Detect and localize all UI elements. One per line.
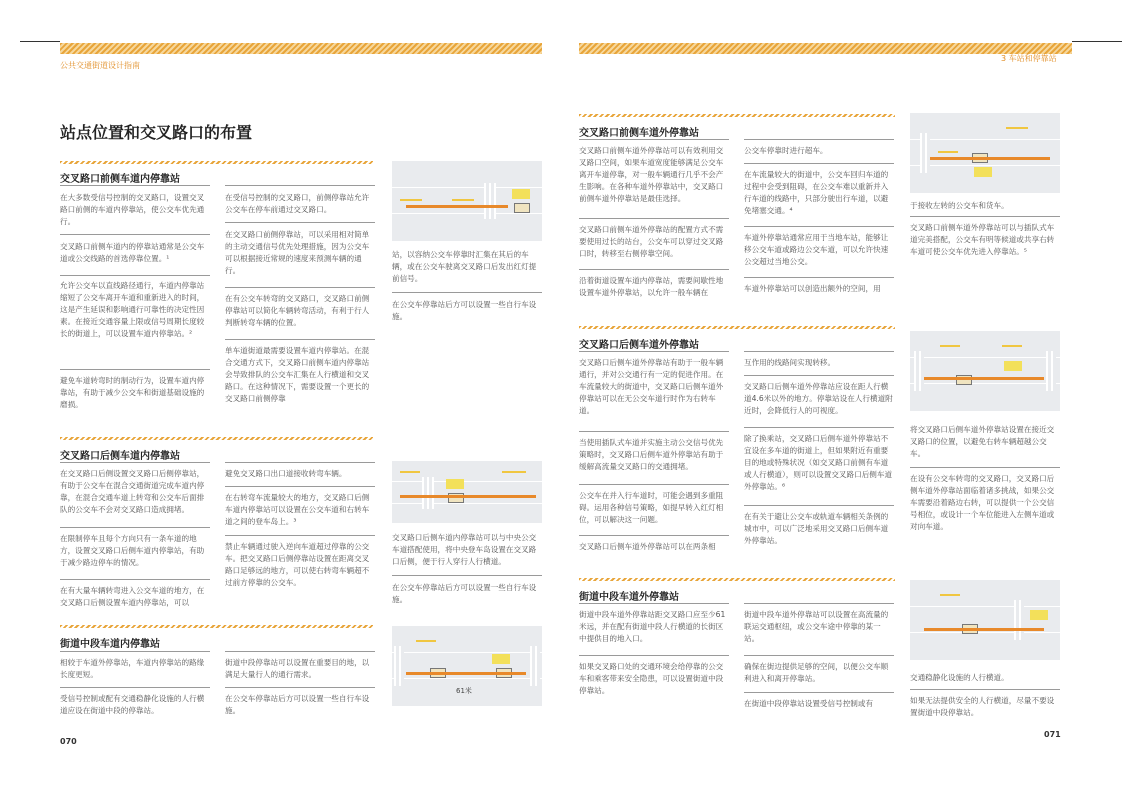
paragraph: 交叉路口后侧车道外停靠站有助于一般车辆通行，并对公交通行有一定的促进作用。在车流量较大的街道中，交叉路口后侧车道外停靠站可以在无公交车道行时作为右转车道。	[579, 358, 724, 415]
paragraph: 在交叉路口后侧设置交叉路口后侧停靠站，有助于公交车在混合交通街道完成车道内停靠，在混合交通车道上转弯和公交车后面排队的公交车不会对交叉路口造成拥堵。	[60, 469, 205, 514]
paragraph-rule	[744, 277, 894, 278]
paragraph: 街道中段车道外停靠站可以设置在高流量的联运交通枢纽，或公交车途中停靠的某一站。	[744, 610, 889, 643]
section-divider	[60, 625, 373, 628]
section-underline	[579, 351, 729, 352]
paragraph: 在交叉路口前侧停靠站，可以采用相对简单的主动交通信号优先处理措施，因为公交车可以根据接近常规的速度来预测车辆的通行。	[225, 230, 370, 275]
page-number: 071	[1044, 730, 1061, 739]
distance-label: 61米	[456, 687, 472, 695]
paragraph: 街道中段车道外停靠站距交叉路口应至少61米远，并在配有街道中段人行横道的长街区中提供目的地入口。	[579, 610, 726, 643]
paragraph: 交叉路口前侧车道内的停靠站通常是公交车道或公交线路的首选停靠位置。¹	[60, 242, 205, 263]
paragraph-rule	[225, 687, 375, 688]
paragraph-rule	[579, 269, 729, 270]
paragraph-rule	[579, 431, 729, 432]
top-rule	[20, 41, 60, 42]
paragraph: 车道外停靠站通常应用于当地车站，能够让移公交车道或路边公交车道，可以允许快速公交超过当地公交。	[744, 233, 889, 266]
paragraph-rule	[744, 505, 894, 506]
paragraph-rule	[60, 687, 210, 688]
header-hatch-band	[60, 43, 542, 54]
paragraph-rule	[225, 486, 375, 487]
section-title: 交叉路口后侧车道内停靠站	[60, 451, 180, 462]
paragraph-rule	[60, 579, 210, 580]
paragraph-rule	[910, 467, 1060, 468]
paragraph: 将交叉路口后侧车道外停靠站设置在接近交叉路口的位置，以避免右转车辆超越公交车。	[910, 425, 1055, 458]
paragraph: 在公交车停靠站后方可以设置一些自行车设施。	[392, 300, 537, 321]
paragraph: 交叉路口前侧车道外停靠站可以有效利用交叉路口空间，如果车道宽度能够满足公交车离开车道停靠，对一般车辆通行几乎不会产生影响。在各种车道外停靠站中，交叉路口前侧车道外停靠站是最佳选择。	[579, 146, 724, 203]
paragraph-rule	[225, 222, 375, 223]
paragraph: 避免车道转弯时的制动行为，设置车道内停靠站，有助于减少公交车和街道基础设施的磨损。	[60, 376, 205, 409]
section-underline	[225, 185, 375, 186]
paragraph-rule	[392, 575, 542, 576]
left-page	[0, 0, 556, 794]
paragraph: 如果交叉路口处的交通环境会给停靠的公交车和乘客带来安全隐患，可以设置街道中段停靠站。	[579, 662, 724, 695]
paragraph-rule	[60, 275, 210, 276]
paragraph-rule	[392, 292, 542, 293]
paragraph: 交通稳静化设施的人行横道。	[910, 673, 1009, 682]
paragraph: 在街道中段停靠站设置受信号控制或有	[744, 699, 874, 708]
paragraph: 交叉路口后侧车道外停靠站可以在两条相	[579, 542, 716, 551]
paragraph: 车道外停靠站可以创造出额外的空间，用	[744, 284, 881, 293]
section-underline	[744, 603, 894, 604]
midblock-offlane-stop-diagram	[910, 580, 1060, 660]
section-underline	[225, 651, 375, 652]
section-underline	[225, 462, 375, 463]
section-divider	[579, 326, 895, 329]
section-underline	[60, 185, 210, 186]
paragraph: 在车流量较大的街道中，公交车回归车道的过程中会受到阻碍，在公交车难以重新并入行车道的线路中，只部分驶出行车道，以避免堵塞交通。⁴	[744, 170, 889, 215]
nearside-inlane-stop-diagram	[392, 161, 542, 241]
paragraph-rule	[60, 234, 210, 235]
paragraph: 公交车停靠时进行超车。	[744, 146, 828, 155]
farside-inlane-stop-diagram	[392, 461, 542, 523]
paragraph: 在大多数受信号控制的交叉路口，设置交叉路口前侧的车道内停靠站，使公交车优先通行。	[60, 193, 205, 226]
section-underline	[579, 603, 729, 604]
paragraph-rule	[744, 427, 894, 428]
paragraph-rule	[225, 287, 375, 288]
running-header: 3 车站和停靠站	[1001, 54, 1057, 63]
paragraph-rule	[744, 226, 894, 227]
paragraph-rule	[910, 216, 1060, 217]
paragraph: 在限制停车且每个方向只有一条车道的地方，设置交叉路口后侧车道内停靠站，有助于减少路边停车的情况。	[60, 534, 205, 567]
paragraph: 互作用的线路间实现转移。	[744, 358, 836, 367]
paragraph: 受信号控制或配有交通稳静化设施的人行横道应设在街道中段的停靠站。	[60, 694, 205, 715]
section-underline	[60, 651, 210, 652]
page-number: 070	[60, 737, 77, 746]
paragraph: 在设有公交车转弯的交叉路口，交叉路口后侧车道外停靠站面临着诸多挑战，如果公交车需要沿着路边右转，可以提供一个公交信号相位，或设计一个车位能进入左侧车道或对向车道。	[910, 474, 1055, 531]
section-title: 交叉路口前侧车道内停靠站	[60, 174, 180, 185]
paragraph: 沿着街道设置车道内停靠站，需要间歇性地设置车道外停靠站，以允许一般车辆在	[579, 276, 724, 297]
section-title: 街道中段车道外停靠站	[579, 592, 679, 603]
midblock-inlane-stop-diagram	[392, 626, 542, 706]
paragraph-rule	[744, 375, 894, 376]
paragraph: 于接收左转的公交车和货车。	[910, 201, 1009, 210]
paragraph: 在有公交车转弯的交叉路口，交叉路口前侧停靠站可以简化车辆转弯活动，有利于行人判断转弯车辆的位置。	[225, 294, 370, 327]
section-title: 交叉路口前侧车道外停靠站	[579, 128, 699, 139]
paragraph: 交叉路口前侧车道外停靠站的配置方式不需要使用过长的站台，公交车可以穿过交叉路口时，转移至右侧停靠空间。	[579, 225, 724, 258]
section-divider	[60, 161, 373, 164]
paragraph-rule	[579, 218, 729, 219]
paragraph: 交叉路口后侧车道内停靠站可以与中央公交车道搭配使用，将中央登车岛设置在交叉路口后侧，便于行人穿行人行横道。	[392, 533, 537, 566]
paragraph-rule	[744, 655, 894, 656]
section-underline	[744, 139, 894, 140]
paragraph-rule	[744, 692, 894, 693]
paragraph: 确保在街边提供足够的空间，以便公交车顺利进入和离开停靠站。	[744, 662, 889, 683]
top-rule	[1072, 41, 1122, 42]
paragraph: 允许公交车以直线路径通行，车道内停靠站缩短了公交车离开车道和重新进入的时间，这是产生延误和影响通行可靠性的决定性因素。在接近交通容量上限或信号周期长度较长的街道上，可以设置车道内停靠站。²	[60, 281, 205, 338]
paragraph: 交叉路口后侧车道外停靠站应设在距人行横道4.6米以外的地方。停靠站设在人行横道附近时，会降低行人的可视度。	[744, 382, 893, 415]
paragraph: 交叉路口前侧车道外停靠站可以与插队式车道完美搭配，公交车有明等候道或共享右转车道可使公交车优先进入停靠站。⁵	[910, 223, 1055, 256]
paragraph-rule	[744, 163, 894, 164]
paragraph: 街道中段停靠站可以设置在重要目的地，以满足大量行人的通行需求。	[225, 658, 370, 679]
section-title: 交叉路口后侧车道外停靠站	[579, 340, 699, 351]
paragraph: 禁止车辆通过驶入逆向车道超过停靠的公交车。把交叉路口后侧停靠站设置在距离交叉路口足够远的地方，可以使右转弯车辆超不过前方停靠的公交车。	[225, 542, 370, 587]
paragraph-rule	[60, 369, 210, 370]
paragraph-rule	[225, 339, 375, 340]
paragraph-rule	[910, 689, 1060, 690]
paragraph-rule	[60, 527, 210, 528]
section-underline	[744, 351, 894, 352]
paragraph: 在有关于避让公交车或轨道车辆相关条例的城市中，可以广泛地采用交叉路口后侧车道外停靠站。	[744, 512, 889, 545]
section-underline	[60, 462, 210, 463]
section-title: 街道中段车道内停靠站	[60, 639, 160, 650]
paragraph: 在公交车停靠站后方可以设置一些自行车设施。	[225, 694, 370, 715]
section-divider	[60, 437, 373, 440]
paragraph: 避免交叉路口出口道接收转弯车辆。	[225, 469, 347, 478]
paragraph: 在受信号控制的交叉路口，前侧停靠站允许公交车在停车前通过交叉路口。	[225, 193, 370, 214]
paragraph: 在公交车停靠站后方可以设置一些自行车设施。	[392, 583, 537, 604]
paragraph: 除了换乘站，交叉路口后侧车道外停靠站不宜设在多车道的街道上，但如果附近有重要目的地或特殊状况（如交叉路口前侧有车道或人行横道），则可以设置交叉路口后侧车道外停靠站。⁶	[744, 434, 893, 491]
paragraph-rule	[225, 535, 375, 536]
farside-offlane-stop-diagram	[910, 331, 1060, 411]
paragraph: 如果无法提供安全的人行横道，尽量不要设置街道中段停靠站。	[910, 696, 1055, 717]
nearside-offlane-stop-diagram	[910, 113, 1060, 193]
paragraph: 相较于车道外停靠站，车道内停靠站的路缘长度更短。	[60, 658, 205, 679]
paragraph-rule	[579, 535, 729, 536]
right-page	[567, 0, 1123, 794]
running-header: 公共交通街道设计指南	[60, 61, 140, 70]
paragraph: 在右转弯车流量较大的地方，交叉路口后侧车道内停靠站可以设置在公交车道和右转车道之间的登车岛上。³	[225, 493, 370, 526]
paragraph: 站，以容纳公交车停靠时汇集在其后的车辆，或在公交车驶离交叉路口后发出红灯提前信号。	[392, 250, 537, 283]
section-divider	[579, 578, 895, 581]
paragraph-rule	[579, 655, 729, 656]
paragraph: 在有大量车辆转弯进入公交车道的地方，在交叉路口后侧设置车道内停靠站，可以	[60, 586, 205, 607]
paragraph: 单车道街道最需要设置车道内停靠站。在混合交通方式下，交叉路口前侧车道内停靠站会导致排队的公交车汇集在人行横道和交叉路口。在这种情况下，需要设置一个更长的交叉路口前侧停靠	[225, 346, 370, 403]
paragraph: 当使用插队式车道并实施主动公交信号优先策略时，交叉路口后侧车道外停靠站有助于缓解高流量交叉路口的交通拥堵。	[579, 438, 724, 471]
paragraph: 公交车在并入行车道时，可能会遇到多重阻碍。运用各种信号策略，如提早转入红灯相位，可以解决这一问题。	[579, 491, 724, 524]
section-underline	[579, 139, 729, 140]
header-hatch-band	[579, 43, 1072, 54]
paragraph-rule	[579, 484, 729, 485]
page-title: 站点位置和交叉路口的布置	[60, 123, 253, 142]
section-divider	[579, 114, 895, 117]
